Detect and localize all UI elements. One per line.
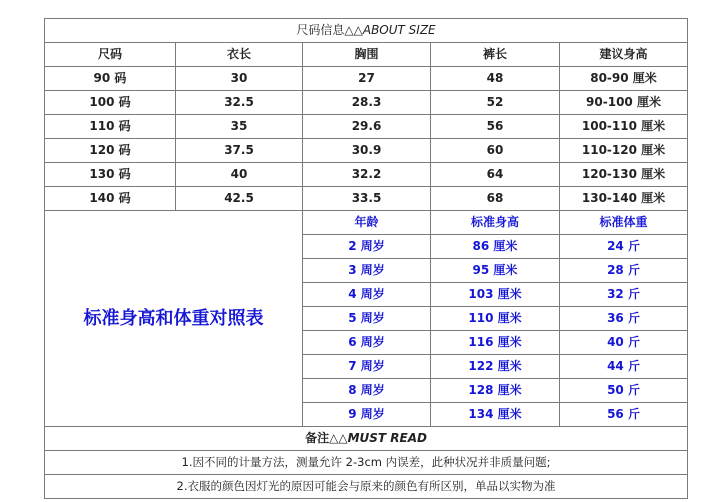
notes-title-en: MUST READ — [347, 431, 427, 445]
size-cell-chest: 32.2 — [303, 163, 431, 187]
header-length: 衣长 — [176, 43, 303, 67]
age-cell-standard-height: 86 厘米 — [431, 235, 560, 259]
age-cell-age: 7 周岁 — [303, 355, 431, 379]
note-row — [45, 451, 688, 475]
header-pants-length: 裤长 — [431, 43, 560, 67]
size-cell-length: 37.5 — [176, 139, 303, 163]
size-cell-chest: 27 — [303, 67, 431, 91]
age-cell-standard-weight: 50 斤 — [560, 379, 688, 403]
size-cell-pants-length: 56 — [431, 115, 560, 139]
header-size: 尺码 — [45, 43, 176, 67]
age-cell-standard-height: 128 厘米 — [431, 379, 560, 403]
size-cell-pants-length: 68 — [431, 187, 560, 211]
size-cell-size: 140 码 — [45, 187, 176, 211]
size-cell-chest: 28.3 — [303, 91, 431, 115]
size-cell-length: 30 — [176, 67, 303, 91]
age-cell-standard-weight: 56 斤 — [560, 403, 688, 427]
age-cell-standard-height: 122 厘米 — [431, 355, 560, 379]
age-cell-standard-weight: 28 斤 — [560, 259, 688, 283]
size-row — [45, 67, 688, 91]
age-cell-age: 8 周岁 — [303, 379, 431, 403]
height-weight-chart-label: 标准身高和体重对照表 — [45, 211, 303, 427]
age-cell-standard-weight: 24 斤 — [560, 235, 688, 259]
size-cell-pants-length: 52 — [431, 91, 560, 115]
header-suggested-height: 建议身高 — [560, 43, 688, 67]
size-cell-suggested-height: 80-90 厘米 — [560, 67, 688, 91]
note-text: 1.因不同的计量方法，测量允许 2-3cm 内误差，此种状况并非质量问题; — [45, 451, 688, 475]
age-header-standard-height: 标准身高 — [431, 211, 560, 235]
age-cell-standard-height: 134 厘米 — [431, 403, 560, 427]
size-cell-suggested-height: 120-130 厘米 — [560, 163, 688, 187]
size-row — [45, 163, 688, 187]
size-cell-chest: 30.9 — [303, 139, 431, 163]
size-cell-size: 90 码 — [45, 67, 176, 91]
size-row — [45, 91, 688, 115]
age-cell-age: 3 周岁 — [303, 259, 431, 283]
age-cell-age: 9 周岁 — [303, 403, 431, 427]
size-row — [45, 115, 688, 139]
notes-title-cn: 备注 — [305, 431, 330, 445]
size-chart-body — [45, 19, 688, 499]
size-cell-size: 110 码 — [45, 115, 176, 139]
age-header-age: 年龄 — [303, 211, 431, 235]
notes-title-sep: △△ — [329, 431, 348, 445]
size-cell-size: 130 码 — [45, 163, 176, 187]
notes-title-row — [45, 427, 688, 451]
age-cell-standard-weight: 32 斤 — [560, 283, 688, 307]
size-title-en: ABOUT SIZE — [362, 23, 436, 37]
size-title-sep: △△ — [344, 23, 363, 37]
size-chart-table — [44, 18, 688, 499]
size-cell-pants-length: 48 — [431, 67, 560, 91]
size-cell-pants-length: 64 — [431, 163, 560, 187]
age-cell-standard-height: 116 厘米 — [431, 331, 560, 355]
size-cell-suggested-height: 110-120 厘米 — [560, 139, 688, 163]
age-cell-age: 2 周岁 — [303, 235, 431, 259]
size-title — [45, 19, 688, 43]
size-cell-length: 40 — [176, 163, 303, 187]
age-cell-standard-height: 95 厘米 — [431, 259, 560, 283]
age-header-row — [45, 211, 688, 235]
age-cell-standard-height: 103 厘米 — [431, 283, 560, 307]
size-cell-size: 120 码 — [45, 139, 176, 163]
notes-title — [45, 427, 688, 451]
header-chest: 胸围 — [303, 43, 431, 67]
size-cell-chest: 29.6 — [303, 115, 431, 139]
size-chart-sheet — [44, 18, 687, 499]
size-cell-chest: 33.5 — [303, 187, 431, 211]
size-row — [45, 187, 688, 211]
note-row — [45, 475, 688, 499]
size-cell-length: 42.5 — [176, 187, 303, 211]
age-cell-standard-weight: 40 斤 — [560, 331, 688, 355]
size-row — [45, 139, 688, 163]
size-cell-suggested-height: 100-110 厘米 — [560, 115, 688, 139]
size-cell-size: 100 码 — [45, 91, 176, 115]
age-cell-age: 4 周岁 — [303, 283, 431, 307]
age-cell-standard-weight: 44 斤 — [560, 355, 688, 379]
size-cell-length: 32.5 — [176, 91, 303, 115]
age-cell-age: 6 周岁 — [303, 331, 431, 355]
size-cell-suggested-height: 90-100 厘米 — [560, 91, 688, 115]
size-cell-suggested-height: 130-140 厘米 — [560, 187, 688, 211]
age-cell-standard-height: 110 厘米 — [431, 307, 560, 331]
size-cell-pants-length: 60 — [431, 139, 560, 163]
note-text: 2.衣服的颜色因灯光的原因可能会与原来的颜色有所区别，单品以实物为准 — [45, 475, 688, 499]
age-cell-age: 5 周岁 — [303, 307, 431, 331]
size-header-row — [45, 43, 688, 67]
size-cell-length: 35 — [176, 115, 303, 139]
age-header-standard-weight: 标准体重 — [560, 211, 688, 235]
size-title-cn: 尺码信息 — [296, 23, 345, 37]
age-cell-standard-weight: 36 斤 — [560, 307, 688, 331]
